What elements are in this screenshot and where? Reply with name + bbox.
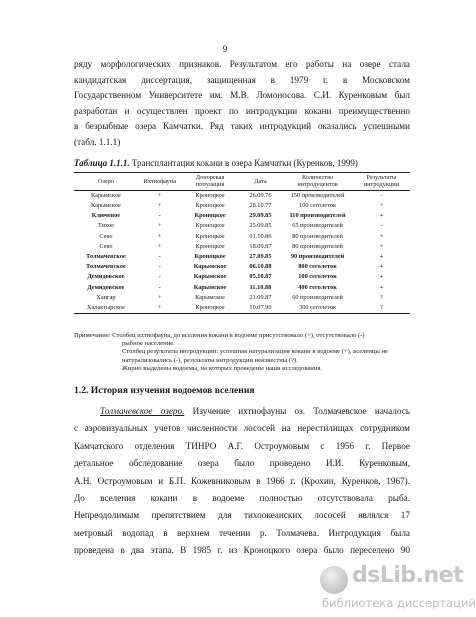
page-number: 9 (222, 44, 228, 54)
section-heading: 1.2. История изучения водоемов вселения (74, 385, 255, 396)
table-cell: + (379, 232, 384, 240)
transplant-table (74, 172, 410, 314)
table-cell: Толмачевское (86, 253, 126, 261)
table-cell: + (157, 202, 162, 210)
table-cell: + (379, 253, 384, 261)
table-cell: 06.10.88 (249, 263, 272, 271)
body-paragraph (74, 403, 410, 560)
table-row (74, 201, 410, 211)
table-caption-label: Таблица 1.1.1. (74, 158, 130, 168)
table-note (74, 332, 414, 373)
text-line: ряду морфологических признаков. Результатом его работы на озере стала (74, 59, 410, 69)
table-row (74, 272, 410, 282)
text-fragment: Изучение ихтиофауны оз. Толмачевское началось (184, 406, 410, 416)
table-cell: Халактырское (74, 303, 138, 314)
table-cell: Карымское (90, 191, 121, 199)
table-cell: 05.10.87 (249, 273, 272, 281)
table-cell: - (380, 222, 383, 230)
table-cell: Толмачевское (86, 263, 126, 271)
note-line: натурализовались (-), результаты интродукции неизвестны (?). (122, 356, 298, 364)
table-cell: 29.09.85 (249, 212, 272, 220)
table-cell: 28.10.77 (249, 202, 272, 210)
note-line: Жирно выделены водоемы, на которых проведены наши исследования. (122, 364, 323, 372)
watermark-globe-icon (320, 566, 348, 594)
table-row (74, 293, 410, 303)
text-line: с аэровизуальных учетов численности лососей на нерестилищах сотрудником (74, 423, 410, 434)
text-line: Государственном Университете им. М.В. Ломоносова. С.И. Куренковым был (74, 90, 410, 101)
table-cell: + (138, 303, 182, 314)
column-header: Результаты интродукции (353, 173, 410, 191)
table-cell: Кроноцкое (194, 212, 226, 220)
table-cell: + (379, 202, 384, 210)
table-cell: Карымское (90, 202, 121, 210)
table-cell: + (379, 263, 384, 271)
text-line: кандидатская диссертация, защищенная в 1979 г. в Московском (74, 74, 410, 85)
table-cell: Карымское (195, 293, 225, 301)
table-cell: + (157, 222, 162, 230)
table-cell: 25.09.85 (249, 222, 272, 230)
table-cell: Демидовское (87, 273, 125, 281)
table-row (74, 232, 410, 242)
table-row (74, 283, 410, 293)
text-line: детальное обследование озера было проведено И.И. Куренковым, (74, 458, 410, 469)
column-header: Ихтиофауна (138, 173, 182, 191)
table-cell: 110 производителей (289, 212, 346, 220)
table-cell: 90 производителей (290, 253, 345, 261)
text-line: А.Н. Остроумовым и Б.П. Кожевниковым в 1966 г. (Крохин, Куренков, 1967). (74, 475, 410, 486)
table-cell: + (157, 232, 162, 240)
watermark-logo: dsLib.net (352, 563, 464, 588)
table-cell: + (379, 242, 384, 250)
text-line: проведена в два этапа. В 1985 г. из Кроноцкого озера было переселено 90 (74, 545, 410, 556)
table-row (74, 211, 410, 221)
column-header: Количество интродуцентов (282, 173, 353, 191)
text-line: разработан и осуществлен проект по интродукции кокани преимущественно (74, 105, 410, 116)
text-line (74, 403, 410, 420)
table-cell: + (379, 283, 384, 291)
table-cell: Карымское (193, 283, 227, 291)
table-cell: Тихое (97, 222, 114, 230)
table-cell: - (158, 273, 161, 281)
table-cell: 27.09.85 (249, 253, 272, 261)
table-cell: - (158, 253, 161, 261)
table-cell: Сево (99, 232, 113, 240)
table-cell: Кроноцкое (195, 202, 225, 210)
table-caption (74, 158, 414, 168)
table-row (74, 252, 410, 262)
table-cell: 21.09.87 (249, 293, 272, 301)
watermark-subtitle: библиотека диссертаций (322, 596, 476, 610)
table-cell: - (158, 212, 161, 220)
table-cell: 100 сеголеток (299, 202, 337, 210)
table-row (74, 262, 410, 272)
table-cell: Кроноцкое (195, 191, 225, 199)
column-header: Донорская популяция (182, 173, 239, 191)
table-cell: ? (380, 293, 383, 301)
table-cell: 01.10.86 (249, 232, 272, 240)
table-cell: Кроноцкое (195, 232, 225, 240)
table-row (74, 190, 410, 201)
table-cell: Кроноцкое (195, 222, 225, 230)
table-cell: + (157, 191, 162, 199)
note-line: Примечание: Столбец ихтиофауна, до вселения кокани в водоеме присутствовало (+), отсутствовало (-) (74, 332, 365, 339)
table-cell: 10.07.90 (239, 303, 283, 314)
table-cell: Демидовское (87, 283, 125, 291)
table-cell: 150 производителей (290, 191, 345, 199)
table-cell: ? (353, 303, 410, 314)
table-cell: 800 сеголеток (298, 263, 337, 271)
table-cell: Хангар (96, 293, 116, 301)
table-cell: Сево (99, 242, 113, 250)
table-cell: Карымское (193, 273, 227, 281)
table-cell: - (158, 283, 161, 291)
table-cell: 65 производителей (292, 222, 343, 230)
table-cell: 18.09.87 (249, 242, 272, 250)
table-cell: + (379, 212, 384, 220)
text-line: Камчатского отделения ТИНРО А.Г. Остроумовым с 1956 г. Первое (74, 440, 410, 451)
table-cell: 400 сеголеток (298, 283, 337, 291)
table-caption-text: Трансплантация кокани в озера Камчатки (Куренков, 1999) (129, 158, 358, 168)
table-cell: 11.10.88 (249, 283, 272, 291)
table-row (74, 303, 410, 314)
table-cell: 60 производителей (292, 293, 343, 301)
text-line: (табл. 1.1.1) (74, 136, 121, 147)
table-row (74, 242, 410, 252)
text-line: метровый водопад в верхнем течении р. Толмачева. Интродукция была (74, 527, 410, 538)
table-cell: + (379, 273, 384, 281)
table-cell: Кроноцкое (194, 253, 226, 261)
table-cell: Кроноцкое (195, 242, 225, 250)
text-line: Непреодолимым препятствием для тихоокеанских лососей являлся 17 (74, 510, 410, 521)
table-cell: 80 производителей (292, 242, 343, 250)
intro-paragraph (74, 57, 410, 151)
table-cell: 26.09.76 (249, 191, 272, 199)
table-cell: - (158, 263, 161, 271)
column-header: Дата (239, 173, 283, 191)
table-cell: + (157, 293, 162, 301)
table-row (74, 221, 410, 231)
table-cell: 300 сеголеток (282, 303, 353, 314)
table-cell: - (380, 191, 383, 199)
table-cell: 80 производителей (292, 232, 343, 240)
note-line: рыбное население. (122, 340, 175, 348)
table-cell: 100 сеголеток (298, 273, 337, 281)
text-line: в безрыбные озера Камчатки. Ряд таких интродукций оказались успешными (74, 121, 410, 132)
table-cell: + (157, 242, 162, 250)
table-cell: Кроноцкое (182, 303, 239, 314)
column-header: Озеро (74, 173, 138, 191)
table-cell: Ключевое (91, 212, 121, 220)
lake-title: Толмачевское озеро. (100, 406, 185, 416)
text-line: До вселения кокани в водоеме полностью отсутствовала рыба. (74, 493, 410, 504)
table-cell: Карымское (193, 263, 227, 271)
table-header-row (74, 173, 410, 191)
note-line: Столбец результаты интродукции: успешная натурализация кокани в водоеме (+), вселенцы не (122, 348, 388, 356)
